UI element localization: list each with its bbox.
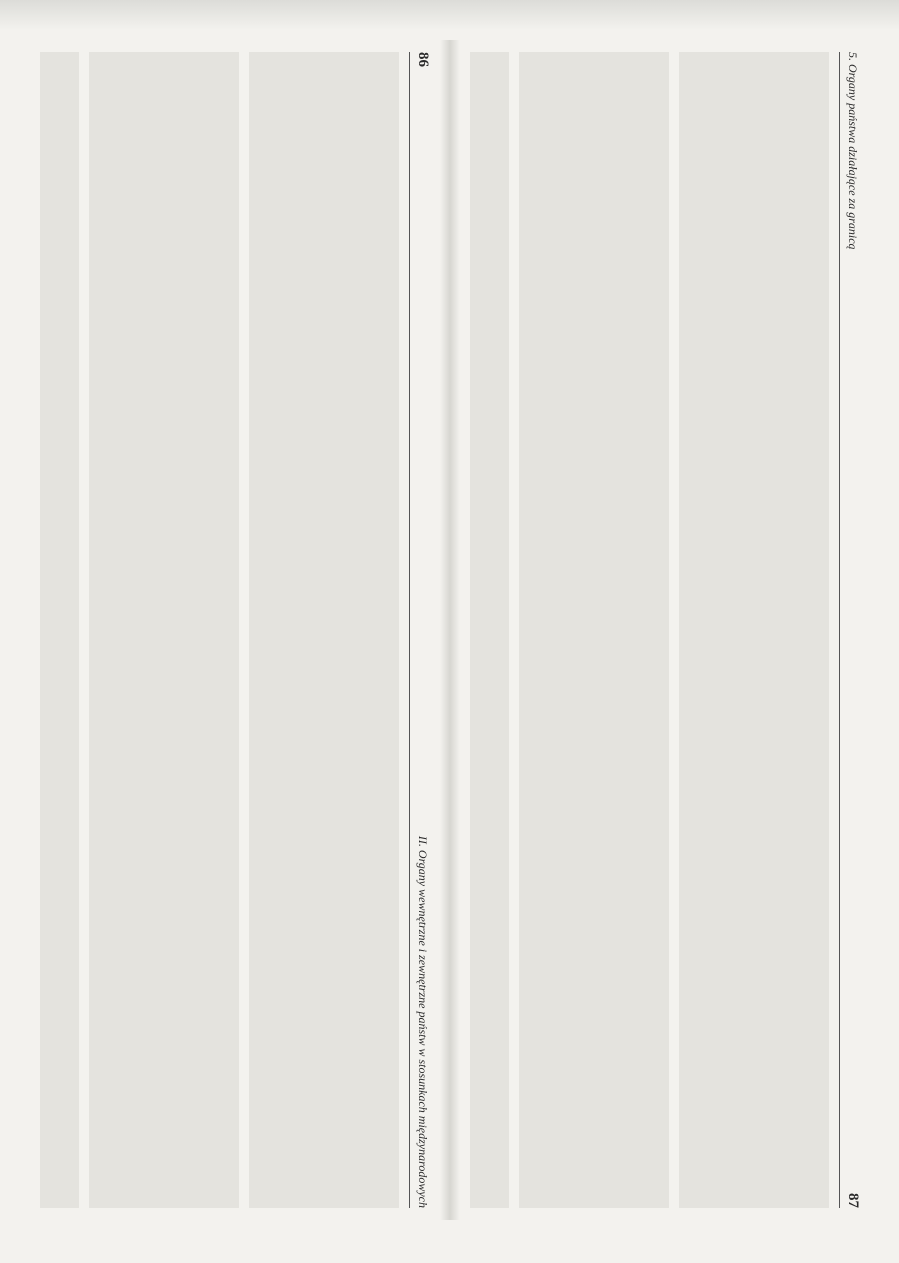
left-running-head (409, 52, 432, 1208)
right-page-number: 87 (845, 1193, 861, 1208)
left-running-head-title: II. Organy wewnętrzne i zewnętrzne państw w stosunkach międzynarodowych (416, 835, 430, 1208)
left-page-number: 86 (415, 52, 431, 67)
left-body-text (40, 52, 399, 1208)
book-gutter (440, 40, 460, 1220)
left-paragraph (40, 52, 79, 1208)
right-paragraph (470, 52, 509, 1208)
right-paragraph (519, 52, 669, 1208)
right-page (470, 40, 870, 1220)
scan-edge (0, 0, 899, 30)
right-page-content (470, 40, 870, 1220)
right-paragraph (679, 52, 829, 1208)
right-body-text (470, 52, 829, 1208)
left-page-content (40, 40, 440, 1220)
right-running-head-title: 5. Organy państwa działające za granicą (846, 52, 860, 250)
left-paragraph (89, 52, 239, 1208)
right-running-head (839, 52, 862, 1208)
left-page (40, 40, 440, 1220)
left-paragraph (249, 52, 399, 1208)
